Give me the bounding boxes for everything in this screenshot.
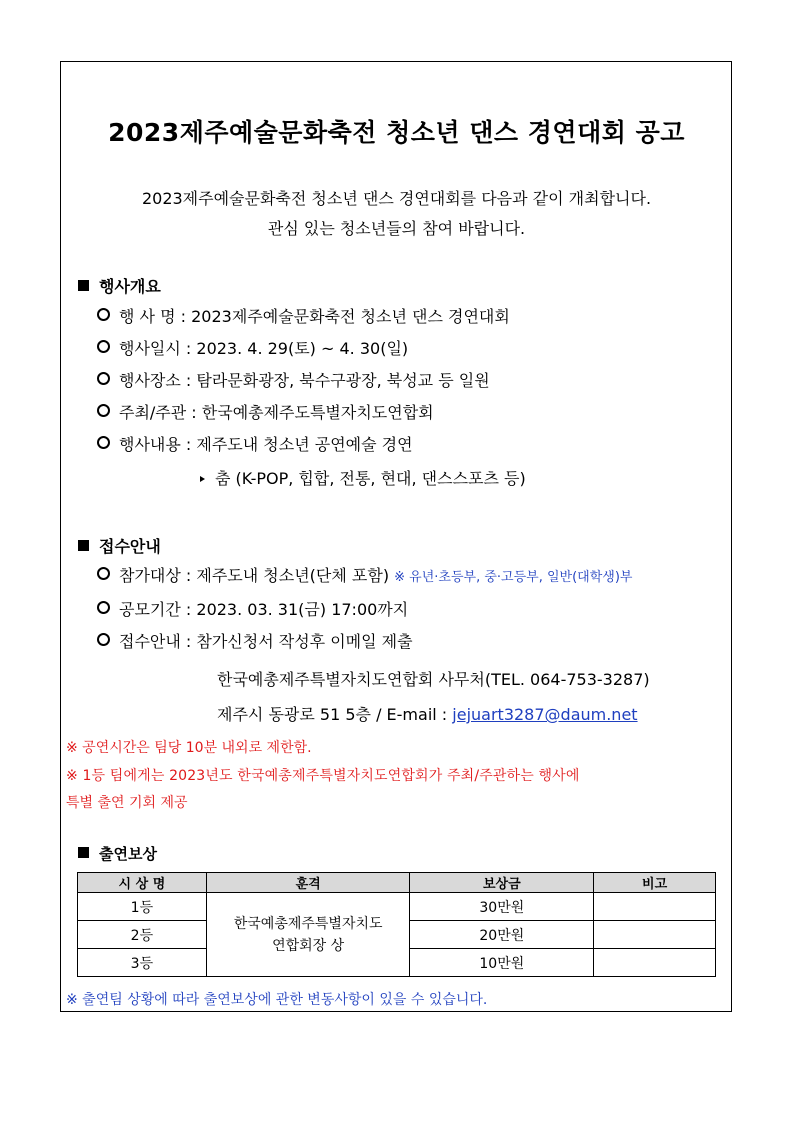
overview-item-host xyxy=(97,400,434,423)
overview-item-text: 행사내용 : 제주도내 청소년 공연예술 경연 xyxy=(119,435,413,454)
reception-target-text: 참가대상 : 제주도내 청소년(단체 포함) xyxy=(119,566,390,585)
overview-item-venue xyxy=(97,368,490,391)
square-bullet-icon xyxy=(78,280,89,291)
reception-item-guide xyxy=(97,629,413,652)
table-row xyxy=(78,893,716,921)
note-first-prize-line-1: ※ 1등 팀에게는 2023년도 한국예총제주특별자치도연합회가 주최/주관하는 행사에 xyxy=(66,768,580,784)
note-first-prize-line-2: 특별 출연 기회 제공 xyxy=(66,795,188,811)
reception-address-text: 제주시 동광로 51 5층 / E-mail : xyxy=(217,705,453,724)
note-cell xyxy=(594,893,716,921)
square-bullet-icon xyxy=(78,540,89,551)
circle-bullet-icon xyxy=(97,567,110,580)
intro-line-1: 2023제주예술문화축전 청소년 댄스 경연대회를 다음과 같이 개최합니다. xyxy=(141,189,652,208)
section-reception-title: 접수안내 xyxy=(99,537,161,556)
header-award-name: 시 상 명 xyxy=(78,873,207,893)
reception-address xyxy=(217,702,638,725)
prize-cell: 30만원 xyxy=(410,893,594,921)
reception-period-text: 공모기간 : 2023. 03. 31(금) 17:00까지 xyxy=(119,600,409,619)
section-overview-title: 행사개요 xyxy=(99,277,161,296)
triangle-bullet-icon xyxy=(200,476,205,482)
rank-cell: 2등 xyxy=(78,921,207,949)
section-reception-heading xyxy=(78,534,161,557)
rank-cell: 3등 xyxy=(78,949,207,977)
circle-bullet-icon xyxy=(97,436,110,449)
reward-table-header xyxy=(78,873,716,893)
prize-cell: 10만원 xyxy=(410,949,594,977)
overview-item-date xyxy=(97,336,408,359)
note-performance-time: ※ 공연시간은 팀당 10분 내외로 제한함. xyxy=(66,740,312,756)
circle-bullet-icon xyxy=(97,308,110,321)
section-reward-title: 출연보상 xyxy=(99,845,157,863)
circle-bullet-icon xyxy=(97,601,110,614)
overview-item-text: 행 사 명 : 2023제주예술문화축전 청소년 댄스 경연대회 xyxy=(119,307,510,326)
honor-line-1: 한국예총제주특별자치도 xyxy=(233,915,383,932)
note-cell xyxy=(594,921,716,949)
circle-bullet-icon xyxy=(97,633,110,646)
reception-item-period xyxy=(97,597,408,620)
email-link[interactable]: jejuart3287@daum.net xyxy=(452,705,638,724)
header-honor: 훈격 xyxy=(206,873,410,893)
overview-item-text: 행사장소 : 탐라문화광장, 북수구광장, 북성교 등 일원 xyxy=(119,371,490,390)
note-cell xyxy=(594,949,716,977)
page-title: 2023제주예술문화축전 청소년 댄스 경연대회 공고 xyxy=(108,118,685,147)
overview-item-text: 행사일시 : 2023. 4. 29(토) ~ 4. 30(일) xyxy=(119,339,409,358)
overview-item-content xyxy=(97,432,413,455)
section-overview-heading xyxy=(78,274,161,297)
reception-guide-text: 접수안내 : 참가신청서 작성후 이메일 제출 xyxy=(119,632,413,651)
honor-cell xyxy=(206,893,410,977)
reception-office: 한국예총제주특별자치도연합회 사무처(TEL. 064-753-3287) xyxy=(217,670,650,689)
overview-item-text: 주최/주관 : 한국예총제주도특별자치도연합회 xyxy=(119,403,434,422)
reward-footnote: ※ 출연팀 상황에 따라 출연보상에 관한 변동사항이 있을 수 있습니다. xyxy=(66,992,488,1008)
reward-table xyxy=(77,872,716,977)
prize-cell: 20만원 xyxy=(410,921,594,949)
overview-sub-item-text: 춤 (K-POP, 힙합, 전통, 현대, 댄스스포츠 등) xyxy=(215,469,526,488)
rank-cell: 1등 xyxy=(78,893,207,921)
header-prize: 보상금 xyxy=(410,873,594,893)
honor-line-2: 연합회장 상 xyxy=(272,937,345,954)
circle-bullet-icon xyxy=(97,372,110,385)
overview-sub-item-dance xyxy=(200,466,526,489)
square-bullet-icon xyxy=(78,847,89,858)
reception-target-note: ※ 유년·초등부, 중·고등부, 일반(대학생)부 xyxy=(394,570,633,585)
reception-item-target xyxy=(97,563,633,586)
circle-bullet-icon xyxy=(97,340,110,353)
section-reward-heading xyxy=(78,843,157,864)
header-note: 비고 xyxy=(594,873,716,893)
circle-bullet-icon xyxy=(97,404,110,417)
intro-line-2: 관심 있는 청소년들의 참여 바랍니다. xyxy=(267,219,526,238)
overview-item-name xyxy=(97,304,510,327)
